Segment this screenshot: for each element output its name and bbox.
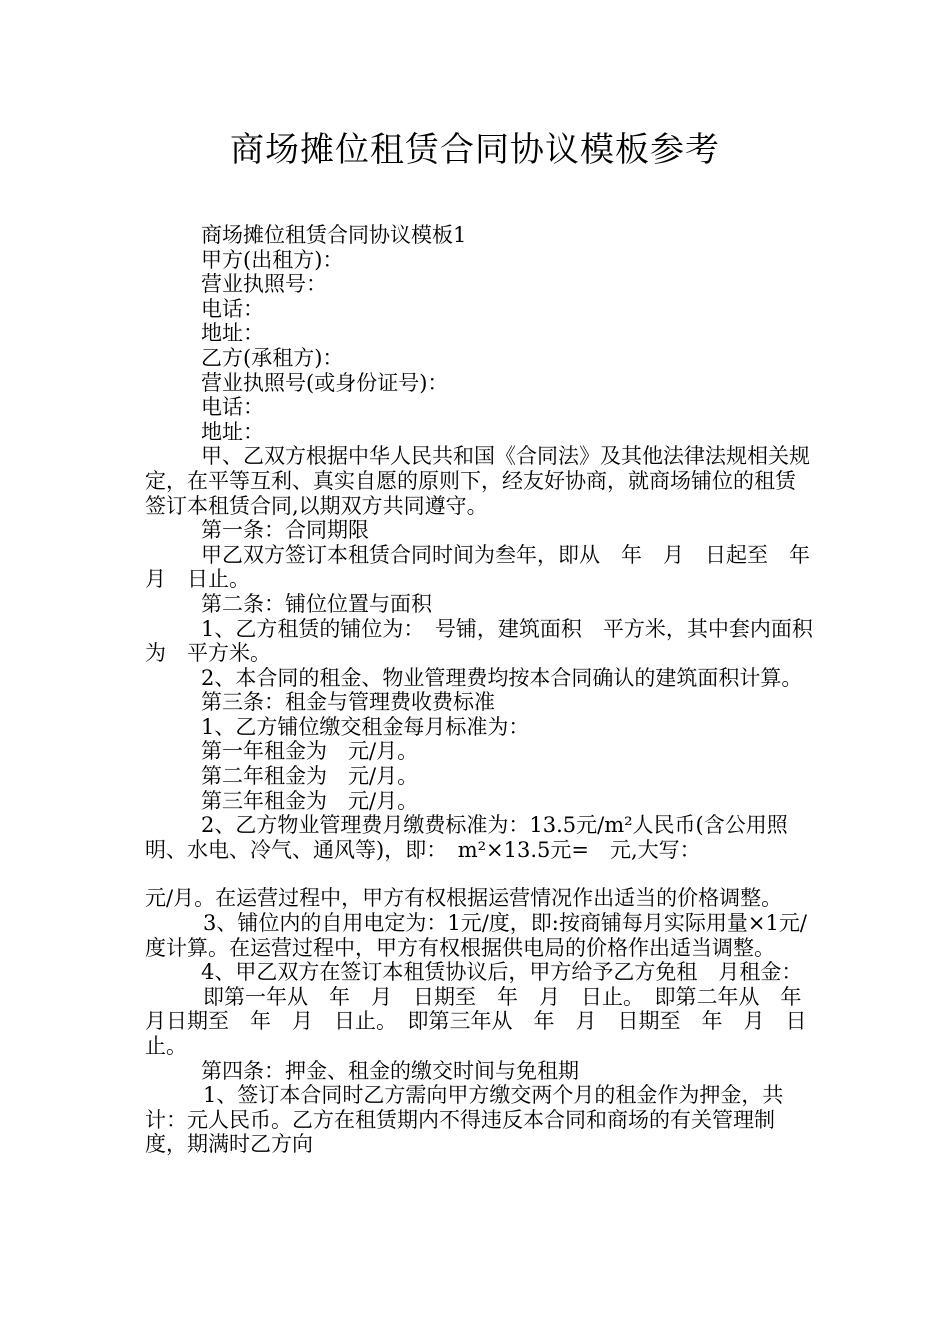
article-2-item-1: 1、乙方租赁的铺位为： 号铺，建筑面积 平方米，其中套内面积为 平方米。 xyxy=(145,616,813,666)
rent-year-3: 第三年租金为 元/月。 xyxy=(201,788,419,813)
rent-free-periods: 即第一年从 年 月 日期至 年 月 日止。 即第二年从 年 月日期至 年 月 日止。 即第三年从 年 月 日期至 年 月 日止。 xyxy=(145,984,823,1058)
party-a-phone: 电话： xyxy=(201,296,264,321)
article-2-heading: 第二条：铺位位置与面积 xyxy=(201,591,432,616)
rent-year-1: 第一年租金为 元/月。 xyxy=(201,739,419,764)
article-3-item-2: 2、乙方物业管理费月缴费标准为：13.5元/m²人民币(含公用照明、水电、冷气、通风等)，即： m²×13.5元= 元,大写： xyxy=(145,813,788,862)
article-3-heading: 第三条：租金与管理费收费标准 xyxy=(201,690,495,715)
article-3-item-2-continued: 元/月。在运营过程中，甲方有权根据运营情况作出适当的价格调整。 xyxy=(145,886,783,911)
article-4-heading: 第四条：押金、租金的缴交时间与免租期 xyxy=(201,1058,579,1083)
party-b-phone: 电话： xyxy=(201,395,264,420)
article-2-item-2: 2、本合同的租金、物业管理费均按本合同确认的建筑面积计算。 xyxy=(201,665,803,690)
party-a-label: 甲方(出租方)： xyxy=(201,247,344,272)
article-1-term: 甲乙双方签订本租赁合同时间为叁年，即从 年 月 日起至 年 月 日止。 xyxy=(145,542,831,592)
party-a-license: 营业执照号： xyxy=(201,272,327,297)
template-heading: 商场摊位租赁合同协议模板1 xyxy=(201,223,467,247)
document-body xyxy=(145,223,831,1157)
party-a-address: 地址： xyxy=(201,321,264,346)
article-3-item-4: 4、甲乙双方在签订本租赁协议后，甲方给予乙方免租 月租金： xyxy=(201,960,803,985)
article-1-heading: 第一条：合同期限 xyxy=(201,518,369,543)
preamble-paragraph: 甲、乙双方根据中华人民共和国《合同法》及其他法律法规相关规定，在平等互利、真实自愿的原则下，经友好协商，就商场铺位的租赁签订本租赁合同,以期双方共同遵守。 xyxy=(145,444,810,518)
party-b-label: 乙方(承租方)： xyxy=(201,345,344,370)
rent-year-2: 第二年租金为 元/月。 xyxy=(201,764,419,789)
party-b-address: 地址： xyxy=(201,419,264,444)
document-title: 商场摊位租赁合同协议模板参考 xyxy=(230,130,720,170)
party-b-license: 营业执照号(或身份证号)： xyxy=(201,370,449,395)
article-4-item-1: 1、签订本合同时乙方需向甲方缴交两个月的租金作为押金，共计：元人民币。乙方在租赁期内不得违反本合同和商场的有关管理制度，期满时乙方向 xyxy=(145,1083,784,1157)
blank-line xyxy=(145,862,815,886)
article-3-item-1: 1、乙方铺位缴交租金每月标准为： xyxy=(201,714,530,739)
article-3-item-3: 3、铺位内的自用电定为：1元/度，即:按商铺每月实际用量×1元/度计算。在运营过程中，甲方有权根据供电局的价格作出适当调整。 xyxy=(145,911,807,960)
